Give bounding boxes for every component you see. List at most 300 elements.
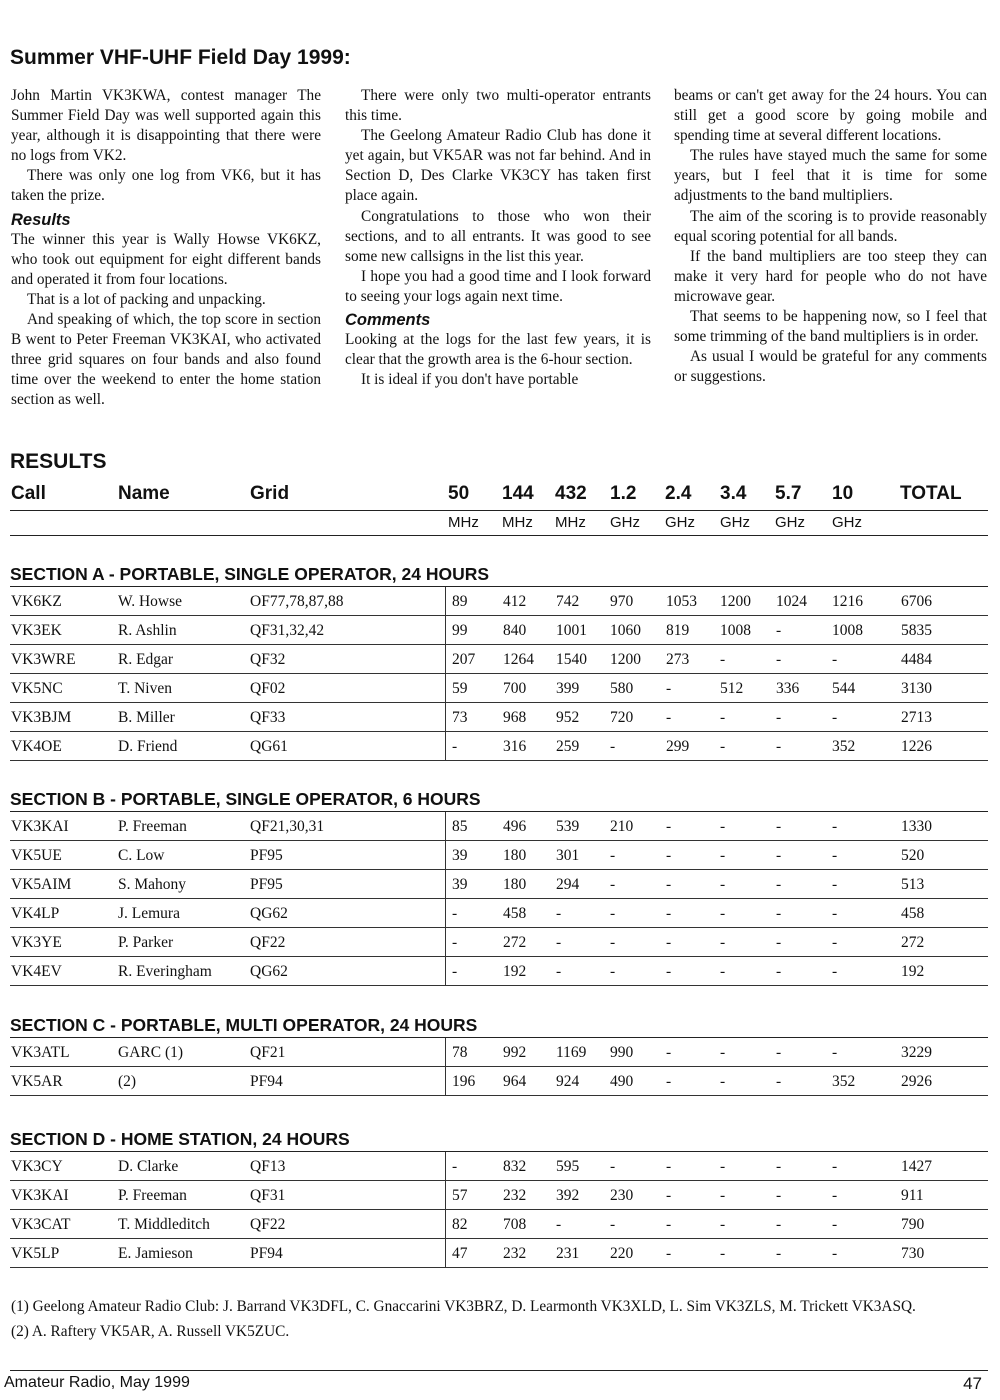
cell-3-4ghz: - [720,651,726,668]
cell-total: 5835 [901,622,932,639]
cell-1-2ghz: 1200 [610,651,641,668]
cell-call: VK3KAI [11,1187,69,1204]
section-title: SECTION B - PORTABLE, SINGLE OPERATOR, 6 HOURS [10,788,988,812]
cell-3-4ghz: - [720,1158,726,1175]
cell-name: J. Lemura [118,905,180,922]
table-row [10,841,988,870]
results-section-a [10,563,988,761]
cell-2-4ghz: - [666,680,672,697]
cell-1-2ghz: 1060 [610,622,641,639]
cell-10ghz: 1008 [832,622,863,639]
cell-total: 1226 [901,738,932,755]
cell-call: VK3EK [11,622,62,639]
cell-grid: QF22 [250,934,286,951]
cell-10ghz: 352 [832,1073,856,1090]
cell-total: 1330 [901,818,932,835]
cell-144mhz: 1264 [503,651,534,668]
header-rule [10,510,988,511]
cell-10ghz: - [832,1216,838,1233]
cell-grid: QF02 [250,680,286,697]
cell-10ghz: - [832,876,838,893]
cell-1-2ghz: - [610,905,616,922]
cell-2-4ghz: - [666,847,672,864]
paragraph: That seems to be happening now, so I feel that some trimming of the band multipliers is in order. [674,308,987,346]
paragraph: The Geelong Amateur Radio Club has done it yet again, but VK5AR was not far behind. And in Section D, Des Clarke VK3CY has taken first place again. [345,127,651,205]
section-title: SECTION C - PORTABLE, MULTI OPERATOR, 24 HOURS [10,1014,988,1038]
cell-3-4ghz: - [720,1216,726,1233]
cell-total: 2926 [901,1073,932,1090]
cell-144mhz: 458 [503,905,527,922]
column-divider [445,587,446,615]
cell-call: VK4EV [11,963,62,980]
cell-5-7ghz: - [776,1216,782,1233]
cell-50mhz: 47 [452,1245,468,1262]
cell-name: R. Ashlin [118,622,177,639]
cell-3-4ghz: - [720,1044,726,1061]
results-section-b [10,788,988,986]
footer-rule [10,1370,988,1371]
cell-3-4ghz: - [720,905,726,922]
cell-432mhz: 1540 [556,651,587,668]
column-divider [445,1210,446,1238]
paragraph: beams or can't get away for the 24 hours. You can still get a good score by going mobile and spending time at several different locations. [674,87,987,145]
cell-3-4ghz: - [720,847,726,864]
unit-3-4: GHz [720,514,750,531]
table-row [10,1181,988,1210]
cell-10ghz: - [832,963,838,980]
cell-total: 520 [901,847,925,864]
paragraph: It is ideal if you don't have portable [361,371,579,389]
cell-432mhz: 259 [556,738,580,755]
article-title: Summer VHF-UHF Field Day 1999: [10,46,351,69]
cell-3-4ghz: - [720,818,726,835]
table-row [10,616,988,645]
cell-grid: QF31 [250,1187,286,1204]
cell-call: VK3KAI [11,818,69,835]
cell-50mhz: 85 [452,818,468,835]
cell-call: VK3BJM [11,709,72,726]
header-name: Name [118,483,170,504]
column-divider [445,1067,446,1095]
cell-5-7ghz: - [776,622,782,639]
table-row [10,732,988,761]
cell-3-4ghz: 1008 [720,622,751,639]
article-column-3 [674,86,987,387]
cell-432mhz: - [556,934,562,951]
column-divider [445,1181,446,1209]
cell-5-7ghz: - [776,1245,782,1262]
cell-50mhz: 59 [452,680,468,697]
cell-144mhz: 964 [503,1073,527,1090]
cell-call: VK3ATL [11,1044,70,1061]
cell-call: VK4LP [11,905,60,922]
column-divider [445,928,446,956]
results-section-d [10,1128,988,1268]
cell-50mhz: - [452,905,458,922]
cell-name: S. Mahony [118,876,187,893]
cell-1-2ghz: - [610,1216,616,1233]
cell-144mhz: 412 [503,593,527,610]
cell-3-4ghz: - [720,1187,726,1204]
paragraph: There were only two multi-operator entrants this time. [345,87,651,125]
cell-total: 192 [901,963,925,980]
cell-432mhz: - [556,1216,562,1233]
cell-432mhz: 742 [556,593,580,610]
cell-1-2ghz: - [610,1158,616,1175]
cell-2-4ghz: - [666,1245,672,1262]
paragraph: That is a lot of packing and unpacking. [27,290,266,308]
column-divider [445,1038,446,1066]
cell-name: W. Howse [118,593,183,610]
cell-10ghz: 544 [832,680,856,697]
cell-grid: QG62 [250,963,288,980]
cell-name: P. Freeman [118,818,187,835]
table-row [10,1210,988,1239]
cell-432mhz: 294 [556,876,580,893]
unit-50: MHz [448,514,479,531]
cell-2-4ghz: - [666,1073,672,1090]
header-3-4ghz: 3.4 [720,483,747,504]
cell-5-7ghz: - [776,1158,782,1175]
cell-3-4ghz: - [720,1073,726,1090]
cell-432mhz: 924 [556,1073,580,1090]
cell-grid: QF31,32,42 [250,622,325,639]
column-divider [445,674,446,702]
cell-call: VK5UE [11,847,62,864]
cell-3-4ghz: - [720,1245,726,1262]
cell-2-4ghz: 1053 [666,593,697,610]
cell-432mhz: 301 [556,847,580,864]
cell-2-4ghz: - [666,709,672,726]
cell-144mhz: 832 [503,1158,527,1175]
cell-1-2ghz: - [610,738,616,755]
footnote-1: (1) Geelong Amateur Radio Club: J. Barrand VK3DFL, C. Gnaccarini VK3BRZ, D. Learmonth VK3XLD, L. Sim VK3ZLS, M. Trickett VK3ASQ. [11,1298,916,1315]
cell-5-7ghz: - [776,818,782,835]
cell-total: 3229 [901,1044,932,1061]
cell-grid: QF13 [250,1158,286,1175]
cell-grid: QG62 [250,905,288,922]
article-column-2 [345,86,651,390]
cell-name: T. Niven [118,680,172,697]
cell-2-4ghz: 819 [666,622,690,639]
cell-name: P. Parker [118,934,174,951]
header-call: Call [11,483,46,504]
cell-10ghz: - [832,934,838,951]
table-row [10,703,988,732]
unit-5-7: GHz [775,514,805,531]
column-divider [445,703,446,731]
cell-144mhz: 708 [503,1216,527,1233]
cell-2-4ghz: - [666,1044,672,1061]
cell-1-2ghz: 210 [610,818,634,835]
cell-2-4ghz: - [666,1158,672,1175]
section-title: SECTION D - HOME STATION, 24 HOURS [10,1128,988,1152]
header-2-4ghz: 2.4 [665,483,692,504]
cell-3-4ghz: 512 [720,680,744,697]
cell-50mhz: - [452,934,458,951]
cell-total: 911 [901,1187,924,1204]
cell-10ghz: 1216 [832,593,863,610]
cell-144mhz: 496 [503,818,527,835]
cell-10ghz: - [832,905,838,922]
cell-total: 3130 [901,680,932,697]
cell-call: VK3YE [11,934,62,951]
unit-432: MHz [555,514,586,531]
cell-144mhz: 180 [503,847,527,864]
cell-144mhz: 992 [503,1044,527,1061]
cell-total: 513 [901,876,925,893]
cell-grid: OF77,78,87,88 [250,593,344,610]
cell-call: VK3CAT [11,1216,71,1233]
column-divider [445,899,446,927]
cell-1-2ghz: - [610,963,616,980]
cell-3-4ghz: 1200 [720,593,751,610]
column-divider [445,645,446,673]
cell-2-4ghz: - [666,1187,672,1204]
table-row [10,1152,988,1181]
cell-5-7ghz: - [776,709,782,726]
cell-432mhz: 399 [556,680,580,697]
table-row [10,645,988,674]
cell-1-2ghz: - [610,847,616,864]
cell-3-4ghz: - [720,934,726,951]
unit-10: GHz [832,514,862,531]
cell-50mhz: 78 [452,1044,468,1061]
cell-grid: PF95 [250,876,283,893]
cell-1-2ghz: 490 [610,1073,634,1090]
cell-5-7ghz: 1024 [776,593,807,610]
paragraph: There was only one log from VK6, but it has taken the prize. [11,167,321,205]
header-144mhz: 144 [502,483,534,504]
cell-2-4ghz: 273 [666,651,690,668]
cell-name: C. Low [118,847,165,864]
cell-1-2ghz: - [610,934,616,951]
table-row [10,587,988,616]
cell-10ghz: - [832,709,838,726]
cell-1-2ghz: 580 [610,680,634,697]
cell-2-4ghz: - [666,1216,672,1233]
column-divider [445,841,446,869]
table-row [10,928,988,957]
cell-50mhz: - [452,1158,458,1175]
cell-total: 4484 [901,651,932,668]
cell-432mhz: - [556,905,562,922]
cell-432mhz: 1001 [556,622,587,639]
table-row [10,1239,988,1268]
cell-2-4ghz: - [666,876,672,893]
cell-5-7ghz: - [776,738,782,755]
cell-50mhz: 196 [452,1073,476,1090]
table-row [10,674,988,703]
paragraph: And speaking of which, the top score in section B went to Peter Freeman VK3KAI, who activated three grid squares on four bands and also found time over the weekend to enter the home station section as well. [11,310,321,409]
cell-5-7ghz: - [776,963,782,980]
cell-name: D. Friend [118,738,178,755]
cell-call: VK5LP [11,1245,60,1262]
cell-10ghz: - [832,1245,838,1262]
cell-5-7ghz: - [776,876,782,893]
table-row [10,957,988,986]
table-row [10,1067,988,1096]
cell-432mhz: 392 [556,1187,580,1204]
cell-grid: QG61 [250,738,288,755]
paragraph: Congratulations to those who won their sections, and to all entrants. It was good to see some new callsigns in the list this year. [345,207,651,265]
cell-5-7ghz: - [776,847,782,864]
cell-3-4ghz: - [720,738,726,755]
table-row [10,899,988,928]
paragraph: I hope you had a good time and I look forward to seeing your logs again next time. [345,267,651,305]
paragraph: The winner this year is Wally Howse VK6KZ, who took out equipment for eight different bands and operated it from four locations. [11,230,321,288]
paragraph: John Martin VK3KWA, contest manager The Summer Field Day was well supported again this year, although it is disappointing that there were no logs from VK2. [11,87,321,165]
header-50mhz: 50 [448,483,470,504]
cell-432mhz: 1169 [556,1044,587,1061]
header-total: TOTAL [900,483,962,504]
cell-10ghz: - [832,818,838,835]
cell-call: VK5AIM [11,876,72,893]
cell-5-7ghz: - [776,1044,782,1061]
column-divider [445,616,446,644]
cell-call: VK3CY [11,1158,63,1175]
cell-1-2ghz: 990 [610,1044,634,1061]
cell-10ghz: - [832,1187,838,1204]
cell-432mhz: 231 [556,1245,580,1262]
cell-grid: QF21,30,31 [250,818,325,835]
cell-2-4ghz: - [666,905,672,922]
table-row [10,870,988,899]
cell-call: VK3WRE [11,651,76,668]
paragraph: As usual I would be grateful for any comments or suggestions. [674,348,987,386]
cell-name: D. Clarke [118,1158,179,1175]
cell-1-2ghz: 220 [610,1245,634,1262]
cell-total: 1427 [901,1158,932,1175]
cell-grid: QF33 [250,709,286,726]
cell-name: T. Middleditch [118,1216,210,1233]
paragraph: Looking at the logs for the last few years, it is clear that the growth area is the 6-hour section. [345,331,651,369]
cell-10ghz: - [832,1044,838,1061]
header-432mhz: 432 [555,483,587,504]
column-divider [445,812,446,840]
table-row [10,812,988,841]
cell-144mhz: 232 [503,1187,527,1204]
cell-call: VK6KZ [11,593,62,610]
cell-total: 730 [901,1245,925,1262]
cell-10ghz: 352 [832,738,856,755]
paragraph: The aim of the scoring is to provide reasonably equal scoring potential for all bands. [674,207,987,245]
cell-144mhz: 180 [503,876,527,893]
header-5-7ghz: 5.7 [775,483,802,504]
cell-1-2ghz: 970 [610,593,634,610]
unit-144: MHz [502,514,533,531]
cell-432mhz: - [556,963,562,980]
cell-50mhz: 99 [452,622,468,639]
cell-2-4ghz: - [666,963,672,980]
cell-name: GARC (1) [118,1044,184,1061]
results-subheading: Results [11,210,71,229]
cell-50mhz: 89 [452,593,468,610]
column-divider [445,957,446,985]
column-divider [445,870,446,898]
cell-name: E. Jamieson [118,1245,193,1262]
article-column-1 [11,86,321,410]
cell-name: B. Miller [118,709,175,726]
cell-name: P. Freeman [118,1187,187,1204]
cell-50mhz: 57 [452,1187,468,1204]
cell-144mhz: 272 [503,934,527,951]
cell-total: 2713 [901,709,932,726]
header-grid: Grid [250,483,290,504]
units-rule [10,535,988,536]
cell-2-4ghz: - [666,934,672,951]
cell-total: 790 [901,1216,925,1233]
cell-name: R. Everingham [118,963,212,980]
cell-grid: PF95 [250,847,283,864]
cell-name: R. Edgar [118,651,174,668]
table-row [10,1038,988,1067]
cell-1-2ghz: - [610,876,616,893]
column-divider [445,732,446,760]
cell-10ghz: - [832,651,838,668]
page-number: 47 [963,1374,982,1393]
cell-50mhz: 39 [452,847,468,864]
cell-grid: QF32 [250,651,286,668]
cell-50mhz: - [452,738,458,755]
cell-144mhz: 840 [503,622,527,639]
cell-5-7ghz: - [776,934,782,951]
cell-3-4ghz: - [720,709,726,726]
cell-432mhz: 539 [556,818,580,835]
footnote-2: (2) A. Raftery VK5AR, A. Russell VK5ZUC. [11,1323,290,1340]
cell-total: 458 [901,905,925,922]
cell-144mhz: 700 [503,680,527,697]
paragraph: If the band multipliers are too steep they can make it very hard for people who do not have microwave gear. [674,247,987,305]
cell-432mhz: 952 [556,709,580,726]
cell-grid: QF21 [250,1044,286,1061]
cell-grid: QF22 [250,1216,286,1233]
section-title: SECTION A - PORTABLE, SINGLE OPERATOR, 24 HOURS [10,563,988,587]
cell-432mhz: 595 [556,1158,580,1175]
cell-50mhz: 207 [452,651,476,668]
cell-144mhz: 316 [503,738,527,755]
cell-total: 272 [901,934,925,951]
comments-subheading: Comments [345,311,431,330]
results-section-c [10,1014,988,1096]
cell-50mhz: 82 [452,1216,468,1233]
cell-2-4ghz: - [666,818,672,835]
cell-total: 6706 [901,593,932,610]
cell-50mhz: 73 [452,709,468,726]
cell-1-2ghz: 230 [610,1187,634,1204]
cell-144mhz: 968 [503,709,527,726]
cell-5-7ghz: - [776,905,782,922]
cell-1-2ghz: 720 [610,709,634,726]
column-divider [445,1152,446,1180]
unit-2-4: GHz [665,514,695,531]
cell-5-7ghz: - [776,651,782,668]
header-1-2ghz: 1.2 [610,483,637,504]
publication-footer: Amateur Radio, May 1999 [4,1374,190,1391]
cell-3-4ghz: - [720,963,726,980]
paragraph: The rules have stayed much the same for some years, but I feel that it is time for some adjustments to the band multipliers. [674,147,987,205]
cell-2-4ghz: 299 [666,738,690,755]
header-10ghz: 10 [832,483,854,504]
cell-5-7ghz: - [776,1187,782,1204]
cell-50mhz: 39 [452,876,468,893]
cell-144mhz: 192 [503,963,527,980]
unit-1-2: GHz [610,514,640,531]
cell-call: VK5NC [11,680,63,697]
column-divider [445,1239,446,1267]
cell-grid: PF94 [250,1073,283,1090]
cell-call: VK5AR [11,1073,63,1090]
